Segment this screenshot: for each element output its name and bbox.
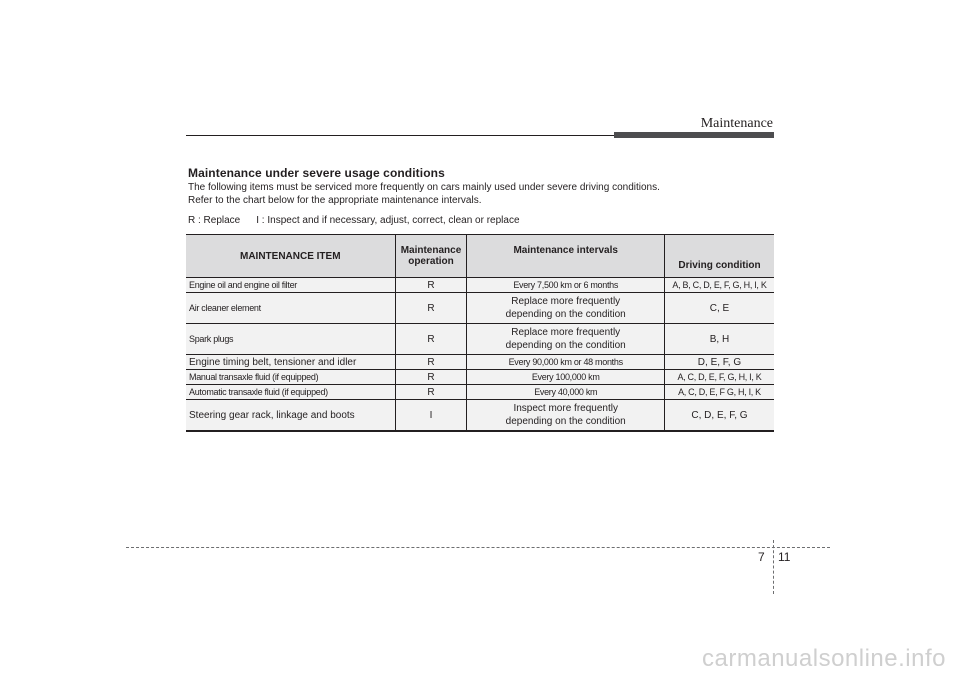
header-op-line-2: operation: [408, 256, 454, 267]
row-interval: Every 40,000 km: [467, 385, 665, 400]
header-maintenance-intervals: Maintenance intervals: [467, 235, 665, 278]
row-item: Engine timing belt, tensioner and idler: [186, 355, 395, 370]
row-operation: I: [395, 400, 467, 432]
table-row: [186, 385, 774, 400]
row-driving-condition: C, E: [664, 293, 774, 324]
row-interval-line-2: depending on the condition: [505, 340, 626, 351]
row-driving-condition: A, B, C, D, E, F, G, H, I, K: [664, 278, 774, 293]
page-header-title: Maintenance: [700, 116, 773, 131]
row-driving-condition: A, C, D, E, F G, H, I, K: [664, 385, 774, 400]
row-interval-line-2: depending on the condition: [505, 416, 626, 427]
table-row: [186, 324, 774, 355]
table-row: [186, 355, 774, 370]
row-interval: [467, 400, 665, 432]
row-operation: R: [395, 293, 467, 324]
row-item: Engine oil and engine oil filter: [186, 278, 395, 293]
row-driving-condition: B, H: [664, 324, 774, 355]
table-header-row: [186, 235, 774, 278]
header-maintenance-operation: [395, 235, 467, 278]
row-interval: [467, 293, 665, 324]
row-operation: R: [395, 278, 467, 293]
footer-divider: [773, 540, 774, 594]
intro-text: [188, 182, 660, 207]
row-interval-line-1: Inspect more frequently: [513, 403, 618, 414]
legend-replace: R : Replace: [188, 215, 241, 226]
page-number: 11: [778, 550, 791, 564]
row-interval: Every 7,500 km or 6 months: [467, 278, 665, 293]
header-maintenance-item: MAINTENANCE ITEM: [186, 235, 395, 278]
header-op-line-1: Maintenance: [400, 245, 462, 256]
header-rule: [186, 135, 616, 136]
row-item: Spark plugs: [186, 324, 395, 355]
row-operation: R: [395, 370, 467, 385]
row-operation: R: [395, 324, 467, 355]
chapter-number: 7: [758, 550, 765, 564]
table-row: [186, 293, 774, 324]
maintenance-table: [186, 234, 774, 432]
row-interval: [467, 324, 665, 355]
legend: [188, 215, 520, 226]
table-row: [186, 400, 774, 432]
row-item: Automatic transaxle fluid (if equipped): [186, 385, 395, 400]
row-item: Air cleaner element: [186, 293, 395, 324]
intro-line-1: The following items must be serviced more frequently on cars mainly used under severe driving conditions.: [188, 182, 660, 193]
row-operation: R: [395, 355, 467, 370]
section-heading: Maintenance under severe usage conditions: [188, 166, 445, 180]
row-item: Steering gear rack, linkage and boots: [186, 400, 395, 432]
footer-rule: [126, 547, 830, 548]
intro-line-2: Refer to the chart below for the appropriate maintenance intervals.: [188, 194, 482, 206]
row-interval-line-1: Replace more frequently: [511, 327, 621, 338]
row-interval: Every 100,000 km: [467, 370, 665, 385]
row-item: Manual transaxle fluid (if equipped): [186, 370, 395, 385]
row-driving-condition: D, E, F, G: [664, 355, 774, 370]
header-driving-condition: Driving condition: [664, 235, 774, 278]
row-driving-condition: C, D, E, F, G: [664, 400, 774, 432]
row-interval-line-1: Replace more frequently: [511, 296, 621, 307]
row-interval: Every 90,000 km or 48 months: [467, 355, 665, 370]
table-row: [186, 278, 774, 293]
row-driving-condition: A, C, D, E, F, G, H, I, K: [664, 370, 774, 385]
row-operation: R: [395, 385, 467, 400]
legend-inspect: I : Inspect and if necessary, adjust, correct, clean or replace: [256, 215, 520, 226]
table-row: [186, 370, 774, 385]
row-interval-line-2: depending on the condition: [505, 309, 626, 320]
header-accent-bar: [614, 132, 774, 138]
watermark: carmanualsonline.info: [702, 645, 946, 672]
